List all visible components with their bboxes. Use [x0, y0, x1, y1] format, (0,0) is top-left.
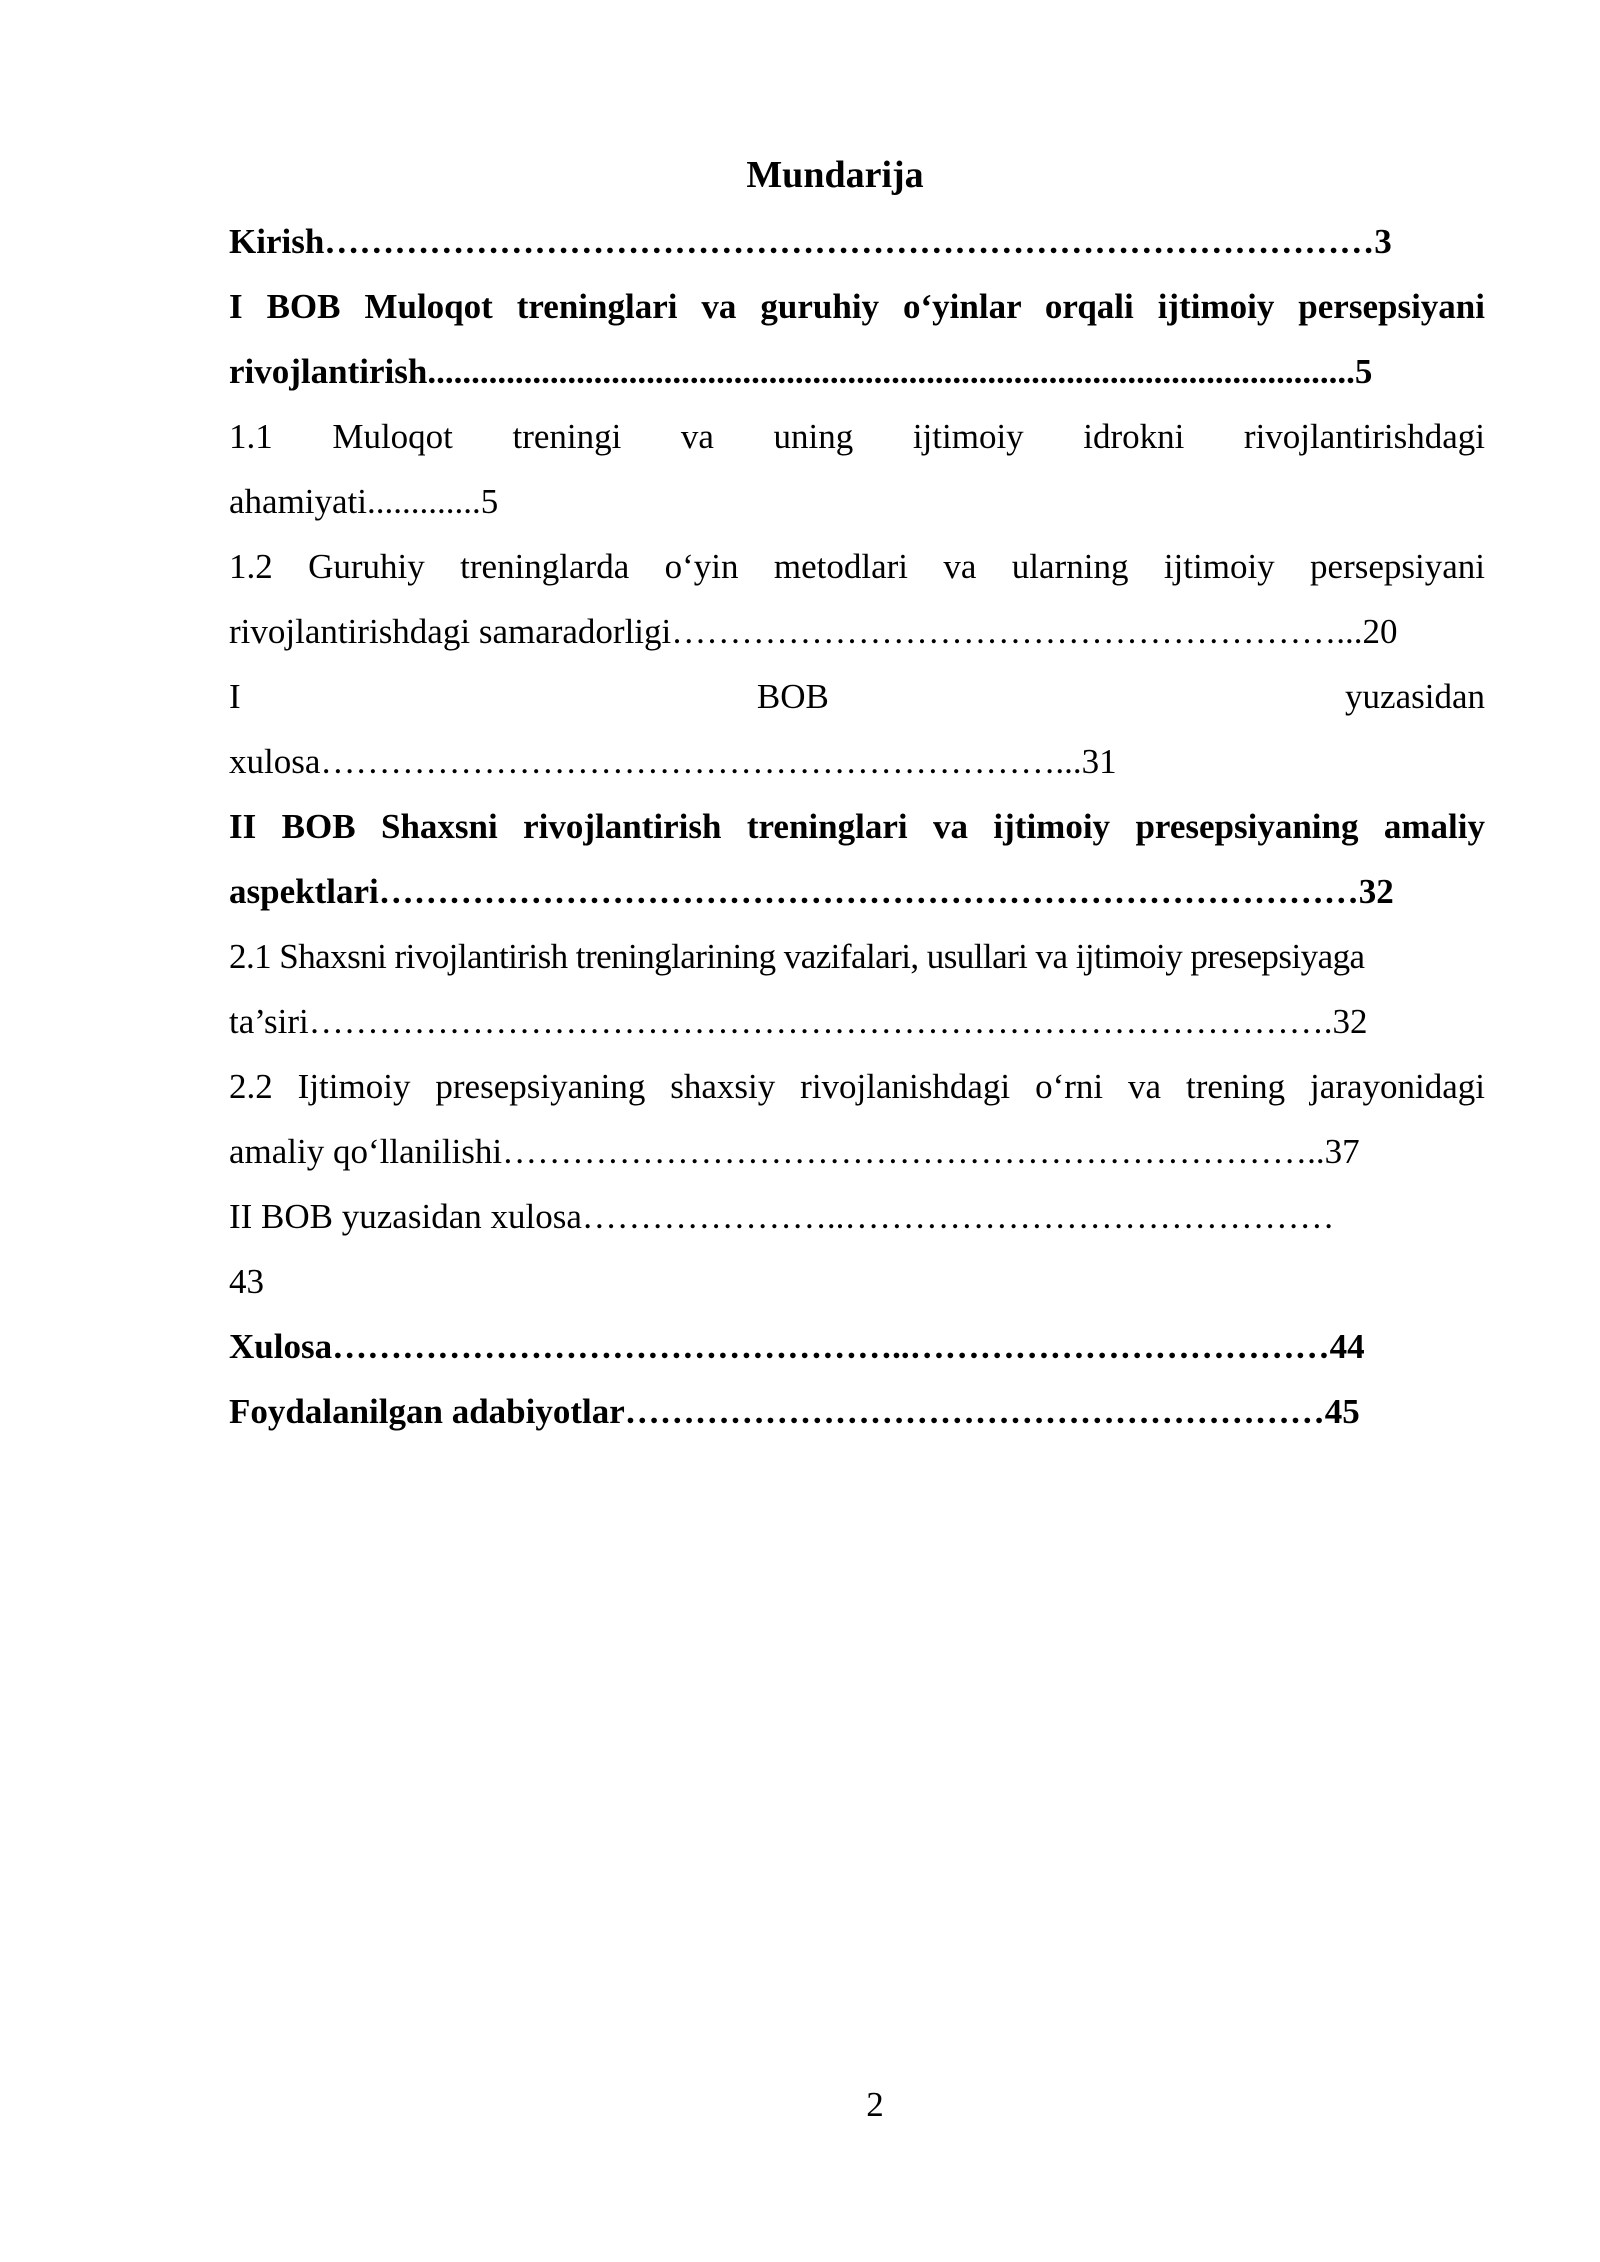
toc-entry-bob1-conclusion[interactable]: I BOB yuzasidan — [229, 677, 1485, 716]
toc-entry-section-1-2-continuation[interactable]: rivojlantirishdagi samaradorligi…………………………………………………...20 — [229, 612, 1398, 651]
toc-entry-section-1-1[interactable]: 1.1 Muloqot treningi va uning ijtimoiy idrokni rivojlantirishdagi — [229, 417, 1485, 456]
toc-entry-section-2-2[interactable]: 2.2 Ijtimoiy presepsiyaning shaxsiy rivojlanishdagi o‘rni va trening jarayonidagi — [229, 1067, 1485, 1106]
toc-entry-section-1-1-continuation[interactable]: ahamiyati.............5 — [229, 482, 499, 521]
toc-entry-bob1-continuation[interactable]: rivojlantirish..........................................................................................................5 — [229, 352, 1373, 391]
toc-entry-bob1-conclusion-continuation[interactable]: xulosa………………………………………………………...31 — [229, 742, 1117, 781]
toc-entry-section-2-2-continuation[interactable]: amaliy qo‘llanilishi……………………………………………………………..37 — [229, 1132, 1360, 1171]
toc-title: Mundarija — [746, 154, 924, 196]
toc-entry-section-2-1[interactable]: 2.1 Shaxsni rivojlantirish treninglarining vazifalari, usullari va ijtimoiy presepsiyaga — [229, 937, 1365, 976]
table-of-contents — [229, 209, 1485, 1444]
page-number: 2 — [866, 2085, 884, 2124]
toc-entry-section-2-1-continuation[interactable]: ta’siri…………………………………………………………………………….32 — [229, 1002, 1368, 1041]
toc-entry-kirish[interactable]: Kirish………………………………………………………………………………3 — [229, 222, 1392, 261]
toc-entry-bob2-continuation[interactable]: aspektlari…………………………………………………………………………32 — [229, 872, 1394, 911]
toc-entry-bob2-conclusion[interactable]: II BOB yuzasidan xulosa…………………..…………………………………… — [229, 1197, 1335, 1236]
toc-entry-adabiyotlar[interactable]: Foydalanilgan adabiyotlar……………………………………………………45 — [229, 1392, 1360, 1431]
toc-entry-bob1-title[interactable]: I BOB Muloqot treninglari va guruhiy o‘yinlar orqali ijtimoiy persepsiyani — [229, 287, 1485, 326]
toc-entry-bob2-conclusion-page[interactable]: 43 — [229, 1262, 264, 1301]
toc-entry-bob2-title[interactable]: II BOB Shaxsni rivojlantirish treninglari va ijtimoiy presepsiyaning amaliy — [229, 807, 1485, 846]
toc-entry-section-1-2[interactable]: 1.2 Guruhiy treninglarda o‘yin metodlari va ularning ijtimoiy persepsiyani — [229, 547, 1485, 586]
toc-entry-xulosa[interactable]: Xulosa…………………………………………..………………………………44 — [229, 1327, 1365, 1366]
